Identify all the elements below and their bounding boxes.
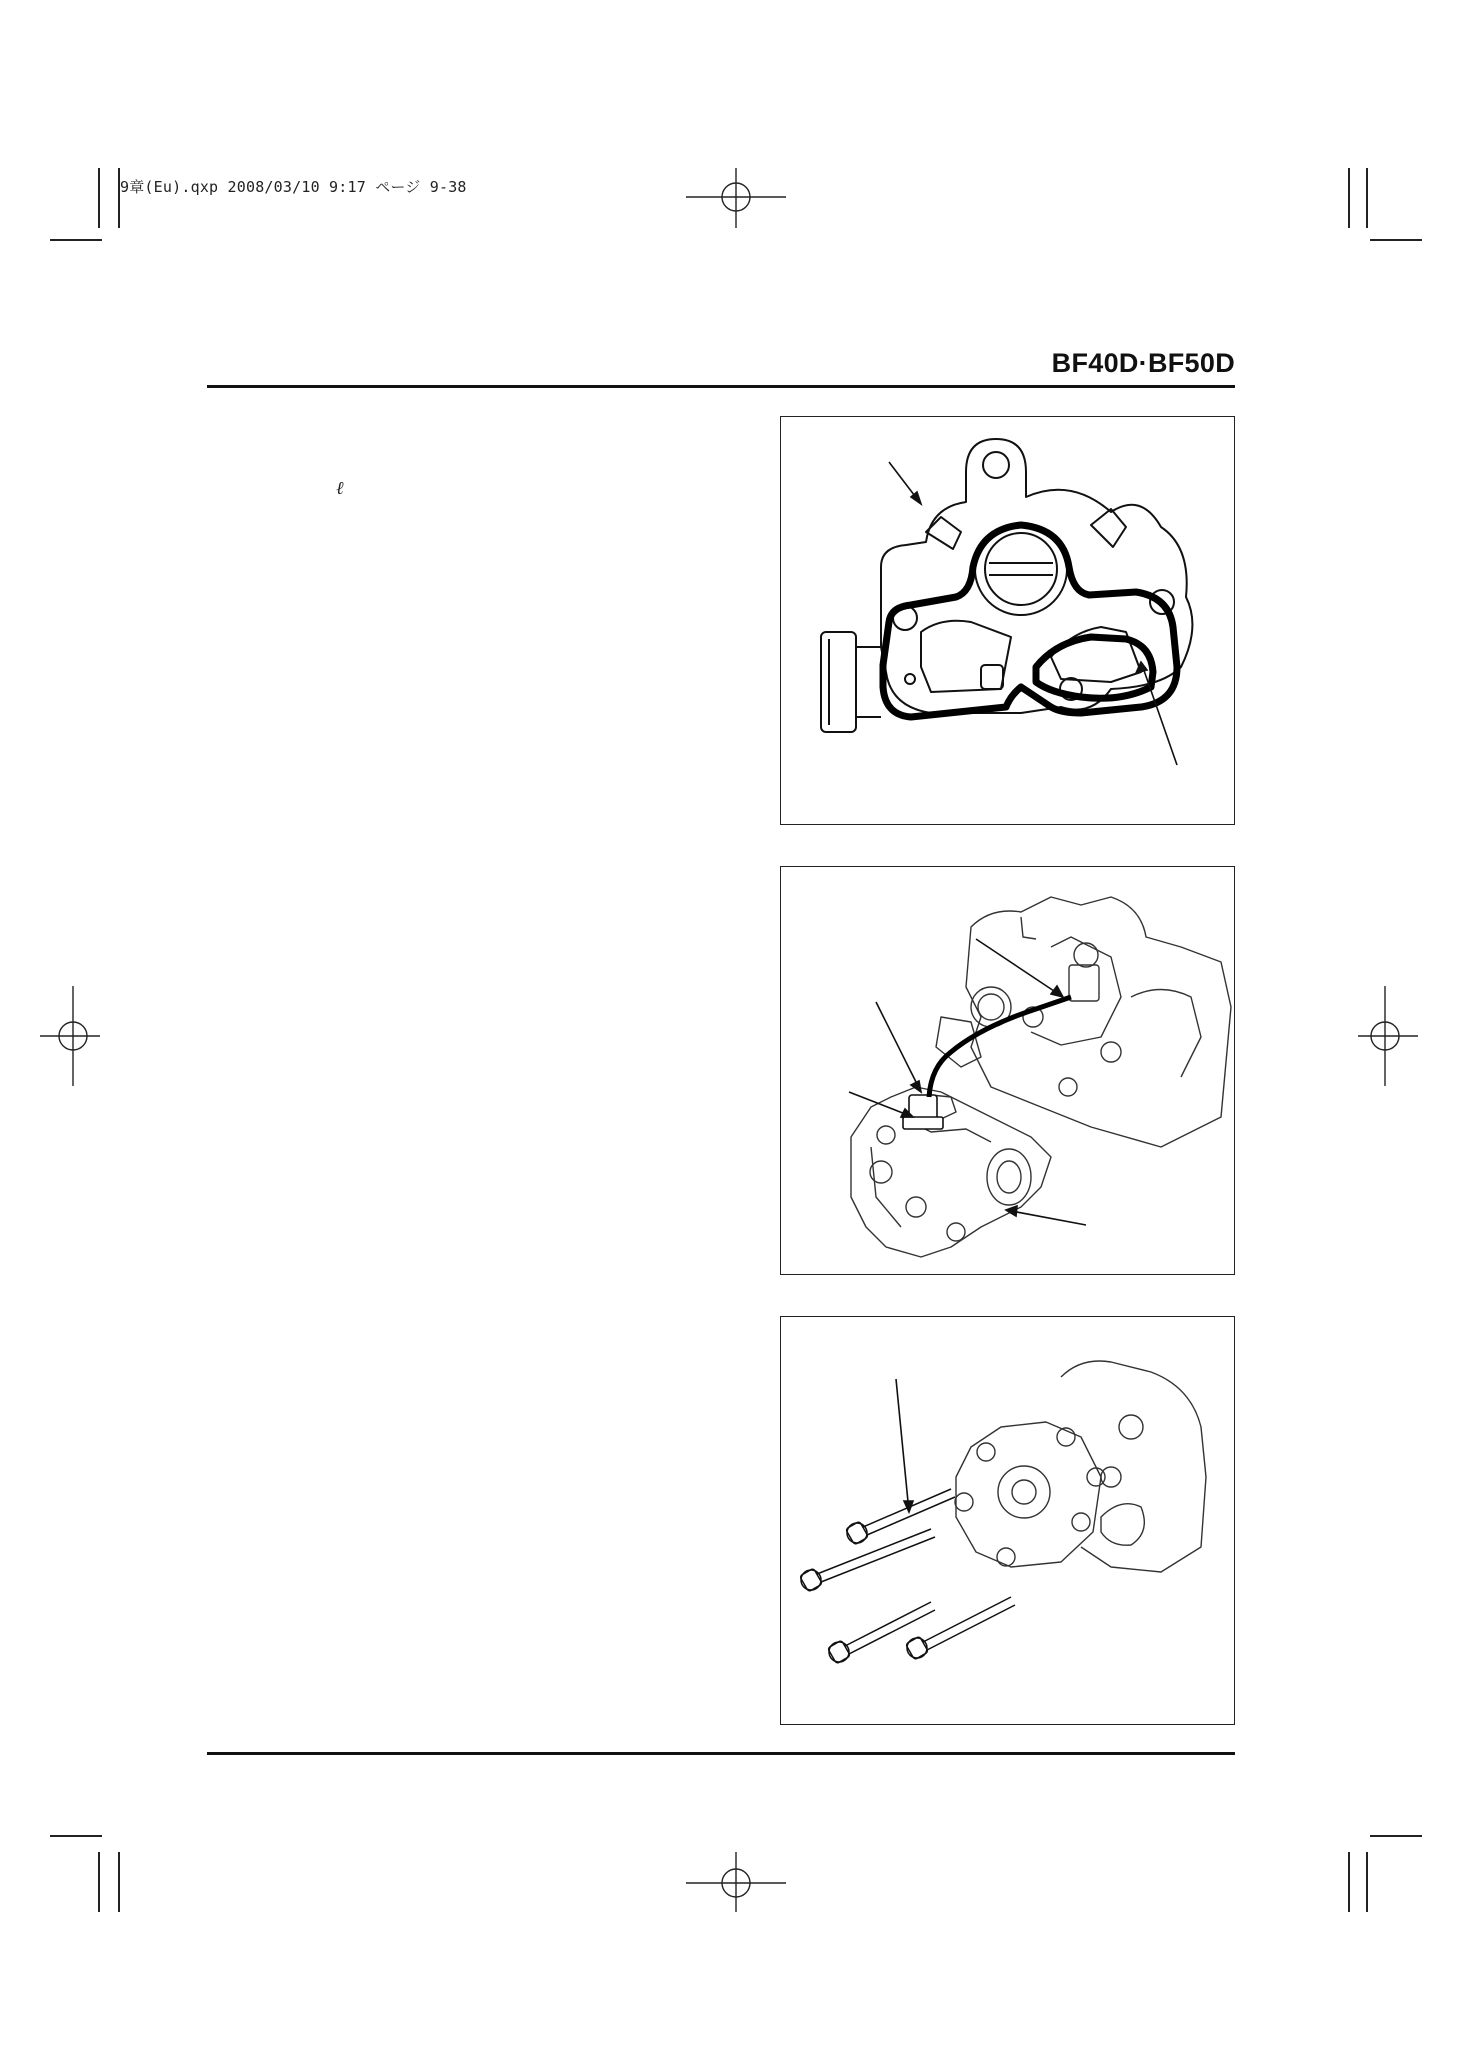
bolt-2 <box>800 1529 935 1592</box>
figure-oil-pump-installation <box>780 866 1235 1275</box>
registration-mark-left <box>40 986 100 1086</box>
figure-oil-pump-bolts <box>780 1316 1235 1725</box>
bolt-3 <box>828 1602 935 1664</box>
registration-mark-bottom <box>686 1852 786 1912</box>
bolt-1 <box>846 1489 955 1545</box>
registration-mark-top <box>686 168 786 228</box>
footer-rule <box>207 1752 1235 1755</box>
unit-symbol: ℓ <box>336 478 344 498</box>
print-slug: 9章(Eu).qxp 2008/03/10 9:17 ページ 9-38 <box>120 178 467 196</box>
model-title: BF40D·BF50D <box>1051 348 1235 378</box>
registration-mark-right <box>1358 986 1418 1086</box>
header-rule <box>207 385 1235 388</box>
figure-oil-pump-cover-gasket <box>780 416 1235 825</box>
